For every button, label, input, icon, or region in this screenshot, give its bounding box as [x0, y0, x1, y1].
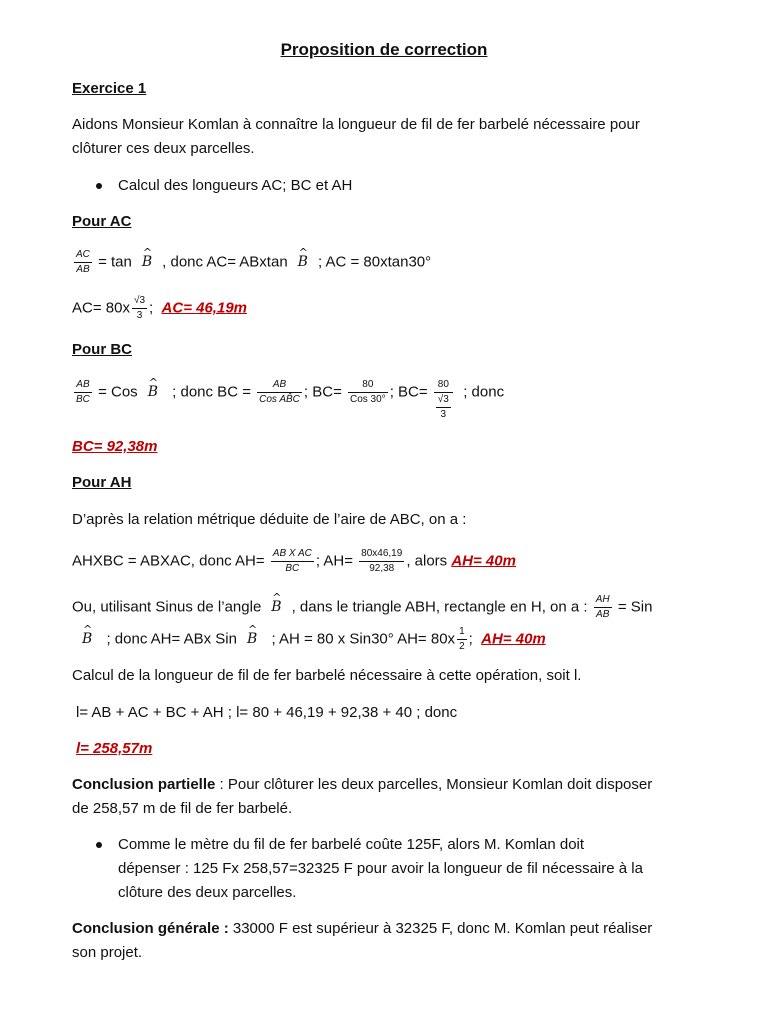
page-title: Proposition de correction — [280, 40, 488, 59]
bc-equation: $\frac{AB}{BC}$ = Cos^ B ; donc BC = $\frac{AB}{\text{Cos AB̂C}}$ ; BC= $\frac{80}{\text{Cos 30°}}$ ; BC= $\frac{80}{\frac{√3}{3}}$ ; donc — [72, 380, 712, 420]
section-heading-bc: Pour BC — [72, 341, 132, 358]
bc-result-line — [72, 437, 712, 457]
fraction: $\frac{AB}{BC}$ — [76, 379, 90, 405]
ah-equation-1: AHXBC = ABXAC, donc AH= $\frac{\text{AB X AC}}{BC}$ ; AH= $\frac{80x46,19}{92,38}$ , alors AH= 40m — [72, 548, 516, 574]
ah-equation-3: ^ B ; donc AH= ABx Sin^ B ; AH = 80 x Sin30° AH= 80x $\frac{1}{2}$ ; AH= 40m — [72, 627, 712, 652]
general-conclusion-line-2: son projet. — [72, 944, 143, 961]
fraction: $\frac{AC}{AB}$ — [76, 249, 90, 275]
fraction: $\frac{1}{2}$ — [459, 626, 465, 652]
fraction: $\frac{80}{\frac{√3}{3}}$ — [434, 380, 453, 420]
bullet-item: Calcul des longueurs AC; BC et AH — [118, 177, 353, 194]
calc-text: Calcul de la longueur de fil de fer barbelé nécessaire à cette opération, soit l. — [72, 667, 582, 684]
ah-result-2: AH= 40m — [481, 630, 546, 648]
fraction: $\frac{80}{\text{Cos 30°}}$ — [350, 379, 386, 405]
bc-result: BC= 92,38m — [72, 438, 158, 455]
fraction: $\frac{AH}{AB}$ — [595, 594, 610, 620]
intro-line-2: clôturer ces deux parcelles. — [72, 140, 255, 157]
general-conclusion-line-1: Conclusion générale : 33000 F est supérieur à 32325 F, donc M. Komlan peut réaliser — [72, 920, 653, 937]
bullet-dot — [96, 183, 102, 189]
fraction: $\frac{AB}{\text{Cos AB̂C}}$ — [259, 379, 300, 405]
bullet2-line-3: clôture des deux parcelles. — [118, 884, 297, 901]
ah-result: AH= 40m — [451, 552, 516, 570]
l-result: l= 258,57m — [76, 740, 153, 757]
fraction: $\frac{√3}{3}$ — [133, 295, 146, 321]
ah-equation-2: Ou, utilisant Sinus de l’angle^ B , dans le triangle ABH, rectangle en H, on a : $\frac{AH}{AB}$ = Sin — [72, 595, 712, 620]
partial-conclusion-line-2: de 258,57 m de fil de fer barbelé. — [72, 800, 293, 817]
ac-result: AC= 46,19m — [161, 299, 247, 317]
bullet2-line-2: dépenser : 125 Fx 258,57=32325 F pour avoir la longueur de fil nécessaire à la — [118, 860, 643, 877]
exercise-heading: Exercice 1 — [72, 80, 147, 97]
ac-equation-2: AC= 80x $\frac{√3}{3}$ ; AC= 46,19m — [72, 295, 247, 321]
section-heading-ah: Pour AH — [72, 474, 132, 491]
bullet2-line-1: Comme le mètre du fil de fer barbelé coûte 125F, alors M. Komlan doit — [118, 836, 585, 853]
sum-equation: l= AB + AC + BC + AH ; l= 80 + 46,19 + 92,38 + 40 ; donc — [76, 704, 458, 721]
ah-text: D’après la relation métrique déduite de l’aire de ABC, on a : — [72, 511, 467, 528]
intro-line-1: Aidons Monsieur Komlan à connaître la longueur de fil de fer barbelé nécessaire pour — [72, 116, 640, 133]
partial-conclusion-line-1: Conclusion partielle : Pour clôturer les deux parcelles, Monsieur Komlan doit disposer — [72, 776, 653, 793]
fraction: $\frac{\text{AB X AC}}{BC}$ — [272, 548, 312, 574]
section-heading-ac: Pour AC — [72, 213, 132, 230]
ac-equation-1: $\frac{AC}{AB}$ = tan^ B , donc AC= ABxtan^ B ; AC = 80xtan30° — [72, 250, 712, 275]
fraction: $\frac{80x46,19}{92,38}$ — [361, 548, 403, 574]
l-result-line — [76, 739, 712, 759]
bullet-dot — [96, 842, 102, 848]
